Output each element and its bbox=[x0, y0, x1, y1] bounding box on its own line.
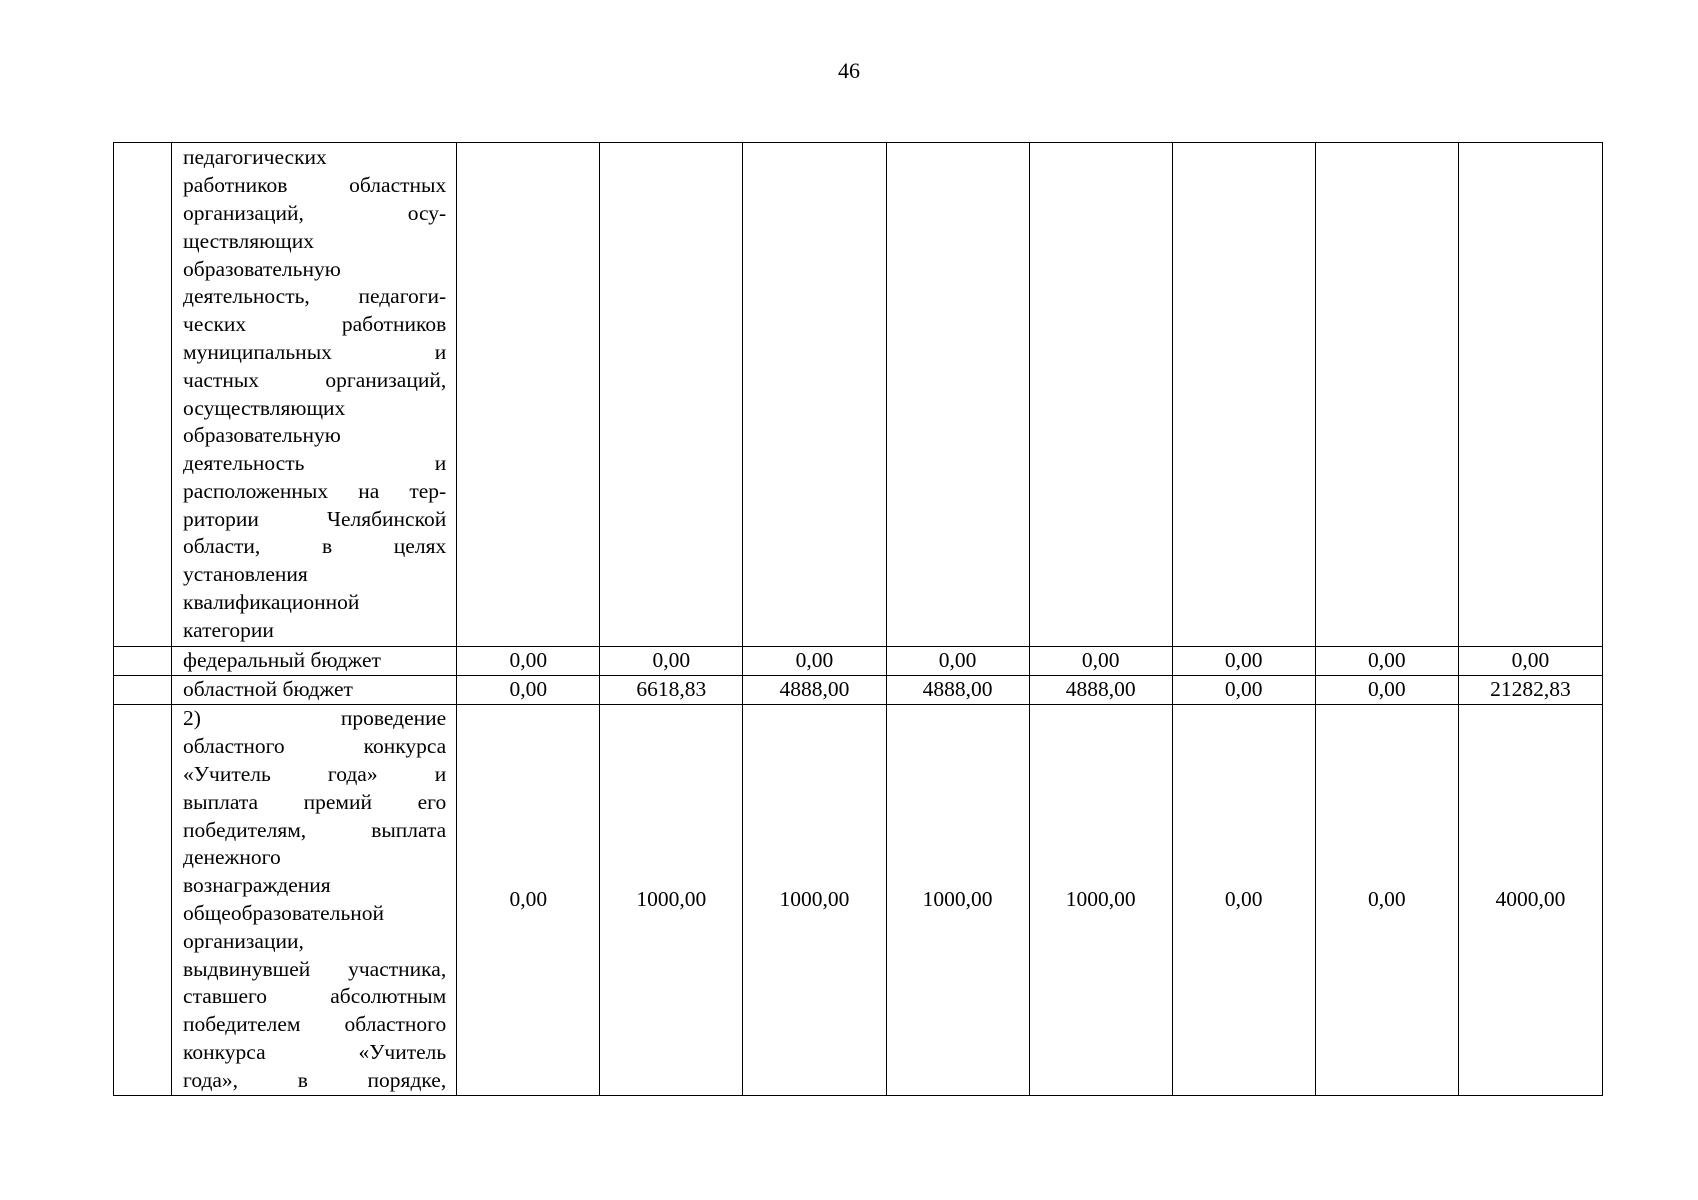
name-line: общеобразовательной bbox=[183, 901, 385, 925]
value-cell: 4000,00 bbox=[1458, 705, 1602, 1096]
value-cell bbox=[886, 143, 1029, 647]
value-cell: 0,00 bbox=[1315, 676, 1458, 705]
value-cell: 4888,00 bbox=[743, 676, 886, 705]
name-line: победителям, выплата bbox=[183, 817, 447, 842]
name-line: муниципальных и bbox=[183, 339, 447, 364]
value-cell: 0,00 bbox=[1315, 705, 1458, 1096]
value-cell: 1000,00 bbox=[600, 705, 743, 1096]
name-line: года», в порядке, bbox=[183, 1067, 447, 1092]
name-line: областного конкурса bbox=[183, 734, 447, 759]
value-cell bbox=[600, 143, 743, 647]
value-cell: 0,00 bbox=[1315, 647, 1458, 676]
value-cell bbox=[1458, 143, 1602, 647]
name-line: ществляющих bbox=[183, 228, 314, 253]
name-line: образовательную bbox=[183, 423, 341, 448]
value-cell: 1000,00 bbox=[886, 705, 1029, 1096]
value-cell: 0,00 bbox=[743, 647, 886, 676]
page-number: 46 bbox=[838, 58, 860, 83]
value-cell bbox=[743, 143, 886, 647]
name-line: частных организаций, bbox=[183, 367, 447, 392]
table-row-continuation bbox=[114, 143, 1603, 647]
name-line: вознаграждения bbox=[183, 873, 331, 898]
table-row-regional-budget bbox=[114, 676, 1603, 705]
name-line: победителем областного bbox=[183, 1012, 447, 1037]
name-line: квалификационной bbox=[183, 590, 360, 615]
row-number-cell bbox=[114, 143, 172, 647]
name-line: расположенных на тер- bbox=[183, 478, 447, 503]
value-cell: 6618,83 bbox=[600, 676, 743, 705]
name-line: выдвинувшей участника, bbox=[183, 956, 447, 981]
table-row-federal-budget bbox=[114, 647, 1603, 676]
name-line: педагогических bbox=[183, 145, 327, 170]
value-cell: 0,00 bbox=[1172, 676, 1315, 705]
value-cell bbox=[1315, 143, 1458, 647]
value-cell: 0,00 bbox=[1172, 647, 1315, 676]
value-cell: 4888,00 bbox=[886, 676, 1029, 705]
name-line: ритории Челябинской bbox=[183, 506, 447, 531]
value-cell bbox=[1029, 143, 1172, 647]
value-cell: 0,00 bbox=[457, 676, 600, 705]
value-cell: 21282,83 bbox=[1458, 676, 1602, 705]
name-line: 2) проведение bbox=[183, 706, 447, 731]
value-cell: 0,00 bbox=[457, 647, 600, 676]
value-cell: 0,00 bbox=[886, 647, 1029, 676]
value-cell: 0,00 bbox=[1029, 647, 1172, 676]
name-line: категории bbox=[183, 617, 274, 642]
name-line: образовательную bbox=[183, 256, 341, 281]
name-line: деятельность, педагоги- bbox=[183, 284, 447, 309]
value-cell: 0,00 bbox=[457, 705, 600, 1096]
name-line: деятельность и bbox=[183, 451, 447, 476]
name-line: конкурса «Учитель bbox=[183, 1039, 447, 1064]
value-cell: 4888,00 bbox=[1029, 676, 1172, 705]
name-line: организаций, осу- bbox=[183, 200, 447, 225]
value-cell: 0,00 bbox=[1458, 647, 1602, 676]
name-line: установления bbox=[183, 562, 308, 587]
name-line: осуществляющих bbox=[183, 395, 346, 420]
row-number-cell bbox=[114, 647, 172, 676]
name-line: «Учитель года» и bbox=[183, 762, 447, 787]
name-line: организации, bbox=[183, 928, 304, 953]
row-name-cell bbox=[172, 705, 457, 1096]
name-line: работников областных bbox=[183, 173, 447, 198]
name-line: ческих работников bbox=[183, 312, 447, 337]
value-cell: 0,00 bbox=[1172, 705, 1315, 1096]
value-cell bbox=[457, 143, 600, 647]
value-cell bbox=[1172, 143, 1315, 647]
value-cell: 0,00 bbox=[600, 647, 743, 676]
name-line: денежного bbox=[183, 845, 281, 870]
row-name-cell bbox=[172, 143, 457, 647]
budget-table bbox=[113, 142, 1603, 1096]
row-number-cell bbox=[114, 705, 172, 1096]
value-cell: 1000,00 bbox=[743, 705, 886, 1096]
row-name-cell: областной бюджет bbox=[172, 676, 457, 705]
row-number-cell bbox=[114, 676, 172, 705]
row-name-cell: федеральный бюджет bbox=[172, 647, 457, 676]
name-line: выплата премий его bbox=[183, 789, 447, 814]
table-row-item-2 bbox=[114, 705, 1603, 1096]
name-line: ставшего абсолютным bbox=[183, 984, 447, 1009]
name-line: области, в целях bbox=[183, 534, 447, 559]
value-cell: 1000,00 bbox=[1029, 705, 1172, 1096]
